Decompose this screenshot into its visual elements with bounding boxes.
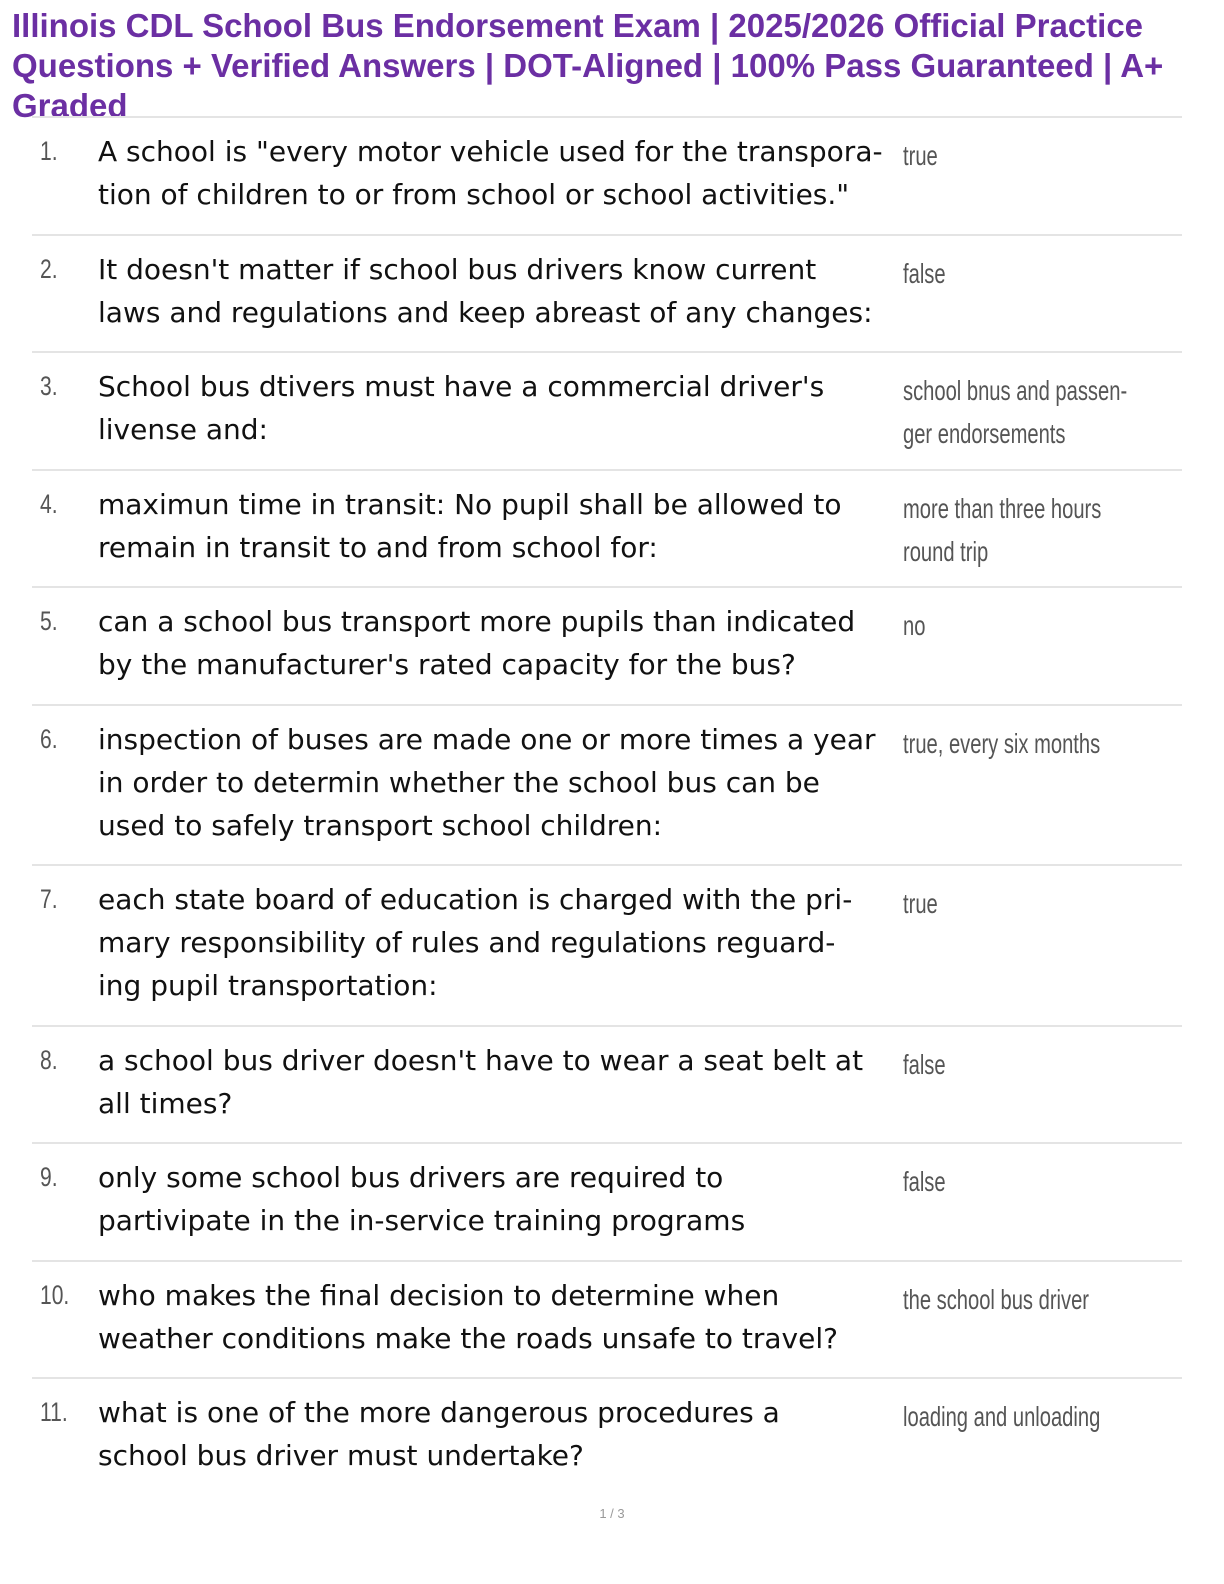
card-question: inspection of buses are made one or more times a year in order to determin whether the school bus can be used to safely transport school children: bbox=[98, 722, 876, 842]
card-question: what is one of the more dangerous procedures a school bus driver must undertake? bbox=[98, 1396, 780, 1472]
card-question: School bus dtivers must have a commercial driver's livense and: bbox=[98, 370, 825, 446]
card-number: 6. bbox=[40, 723, 58, 754]
flashcard-list bbox=[32, 116, 1182, 1493]
card-answer: false bbox=[903, 257, 946, 289]
card-number: 5. bbox=[40, 606, 58, 636]
card-answer: false bbox=[903, 1048, 946, 1080]
card-answer: school bnus and passen- ger endorsements bbox=[903, 375, 1128, 449]
card-answer: true bbox=[903, 888, 938, 919]
card-question: A school is "every motor vehicle used for the transpora- tion of children to or from school or school activities." bbox=[98, 135, 883, 211]
card-question: a school bus driver doesn't have to wear a seat belt at all times? bbox=[98, 1043, 864, 1120]
card-answer: loading and unloading bbox=[903, 1401, 1101, 1432]
card-row bbox=[32, 866, 1182, 1027]
card-answer: false bbox=[903, 1166, 946, 1197]
card-number: 11. bbox=[40, 1397, 68, 1427]
card-answer: more than three hours round trip bbox=[903, 492, 1102, 567]
card-row bbox=[32, 118, 1182, 236]
card-row bbox=[32, 1379, 1182, 1493]
card-number: 7. bbox=[40, 884, 58, 914]
card-number: 1. bbox=[40, 136, 58, 166]
card-question: who makes the final decision to determine when weather conditions make the roads unsafe to travel? bbox=[98, 1278, 838, 1355]
card-question: each state board of education is charged with the pri- mary responsibility of rules and regulations reguard- ing pupil transportation: bbox=[98, 883, 853, 1002]
card-row bbox=[32, 1027, 1182, 1145]
card-answer: no bbox=[903, 610, 926, 641]
card-number: 8. bbox=[40, 1044, 58, 1075]
page-number: 1 / 3 bbox=[599, 1506, 625, 1521]
card-row bbox=[32, 706, 1182, 867]
card-row bbox=[32, 1262, 1182, 1380]
card-row bbox=[32, 588, 1182, 706]
card-number: 10. bbox=[40, 1279, 70, 1310]
document-title: Illinois CDL School Bus Endorsement Exam | 2025/2026 Official Practice Questions + Verified Answers | DOT-Aligned | 100% Pass Guaranteed | A+ Graded bbox=[12, 7, 1164, 124]
card-question: only some school bus drivers are required to partivipate in the in-service training programs bbox=[98, 1161, 746, 1237]
card-row bbox=[32, 353, 1182, 471]
card-number: 3. bbox=[40, 371, 58, 401]
card-question: can a school bus transport more pupils than indicated by the manufacturer's rated capacity for the bus? bbox=[98, 605, 856, 681]
card-number: 9. bbox=[40, 1162, 58, 1192]
card-answer: true bbox=[903, 140, 938, 171]
card-row bbox=[32, 471, 1182, 589]
card-row bbox=[32, 1144, 1182, 1262]
card-answer: the school bus driver bbox=[903, 1283, 1090, 1315]
card-question: maximun time in transit: No pupil shall be allowed to remain in transit to and from school for: bbox=[98, 487, 842, 564]
card-row bbox=[32, 236, 1182, 354]
card-answer: true, every six months bbox=[903, 727, 1101, 759]
card-question: It doesn't matter if school bus drivers know current laws and regulations and keep abreast of any changes: bbox=[98, 252, 873, 329]
card-number: 4. bbox=[40, 488, 58, 519]
card-number: 2. bbox=[40, 253, 58, 284]
